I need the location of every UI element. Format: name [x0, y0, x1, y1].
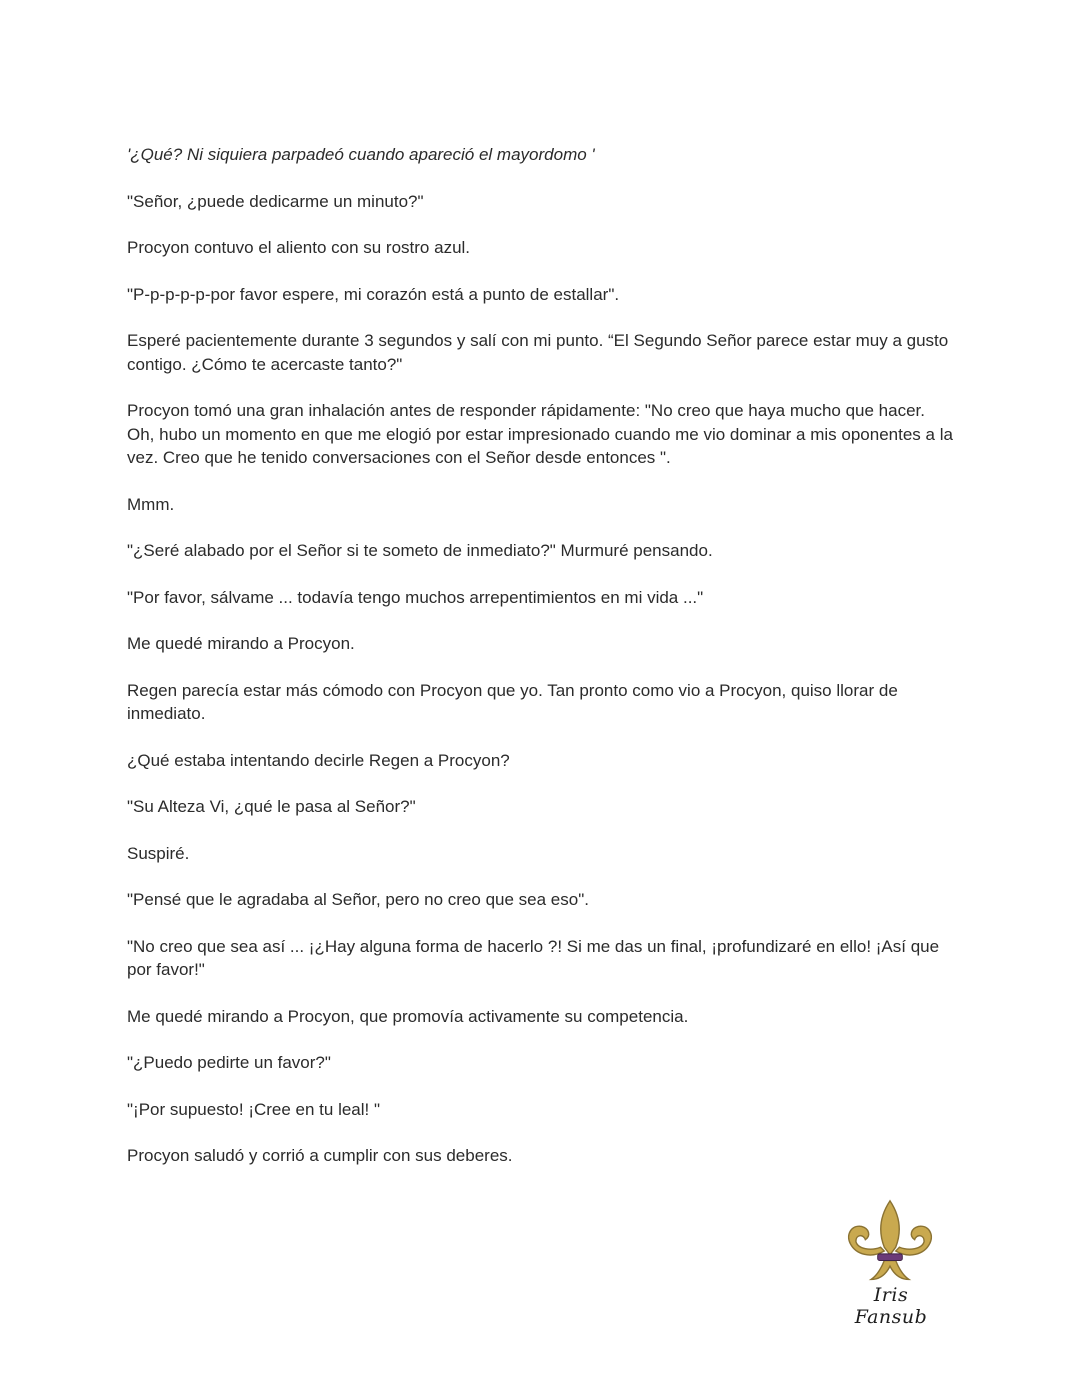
paragraph: "P-p-p-p-p-por favor espere, mi corazón está a punto de estallar".	[127, 284, 620, 304]
paragraph: '¿Qué? Ni siquiera parpadeó cuando apareció el mayordomo '	[127, 145, 595, 164]
paragraph: Procyon saludó y corrió a cumplir con sus deberes.	[127, 1146, 513, 1165]
paragraph: "No creo que sea así ... ¡¿Hay alguna forma de hacerlo ?! Si me das un final, ¡profundizaré en ello! ¡Así que por favor!"	[127, 936, 940, 979]
paragraph: "Su Alteza Vi, ¿qué le pasa al Señor?"	[127, 797, 416, 816]
watermark-logo	[836, 1198, 946, 1328]
paragraph: "¿Seré alabado por el Señor si te someto de inmediato?" Murmuré pensando.	[127, 541, 713, 560]
paragraph: "Señor, ¿puede dedicarme un minuto?"	[127, 191, 424, 211]
fleur-de-lis-icon	[842, 1198, 938, 1288]
paragraph: Procyon contuvo el aliento con su rostro azul.	[127, 238, 471, 257]
paragraph: Procyon tomó una gran inhalación antes de responder rápidamente: "No creo que haya mucho que hacer. Oh, hubo un momento en que me elogió por estar impresionado cuando me vio dominar a mis oponentes a la vez. Creo que he tenido conversaciones con el Señor desde entonces ".	[127, 401, 953, 467]
logo-text: Iris Fansub	[854, 1284, 928, 1328]
paragraph: "Pensé que le agradaba al Señor, pero no creo que sea eso".	[127, 890, 589, 909]
paragraph: "¿Puedo pedirte un favor?"	[127, 1053, 331, 1072]
paragraph: "Por favor, sálvame ... todavía tengo muchos arrepentimientos en mi vida ..."	[127, 587, 704, 607]
paragraph: Suspiré.	[127, 843, 190, 863]
paragraph: Esperé pacientemente durante 3 segundos y salí con mi punto. “El Segundo Señor parece estar muy a gusto contigo. ¿Cómo te acercaste tanto?"	[127, 331, 949, 374]
paragraph: Regen parecía estar más cómodo con Procyon que yo. Tan pronto como vio a Procyon, quiso llorar de inmediato.	[127, 680, 898, 723]
paragraph: "¡Por supuesto! ¡Cree en tu leal! "	[127, 1099, 381, 1119]
paragraph: Me quedé mirando a Procyon, que promovía activamente su competencia.	[127, 1006, 689, 1026]
paragraph: Mmm.	[127, 494, 175, 514]
paragraph: ¿Qué estaba intentando decirle Regen a Procyon?	[127, 750, 510, 770]
document-body	[127, 143, 957, 1191]
paragraph: Me quedé mirando a Procyon.	[127, 634, 355, 653]
